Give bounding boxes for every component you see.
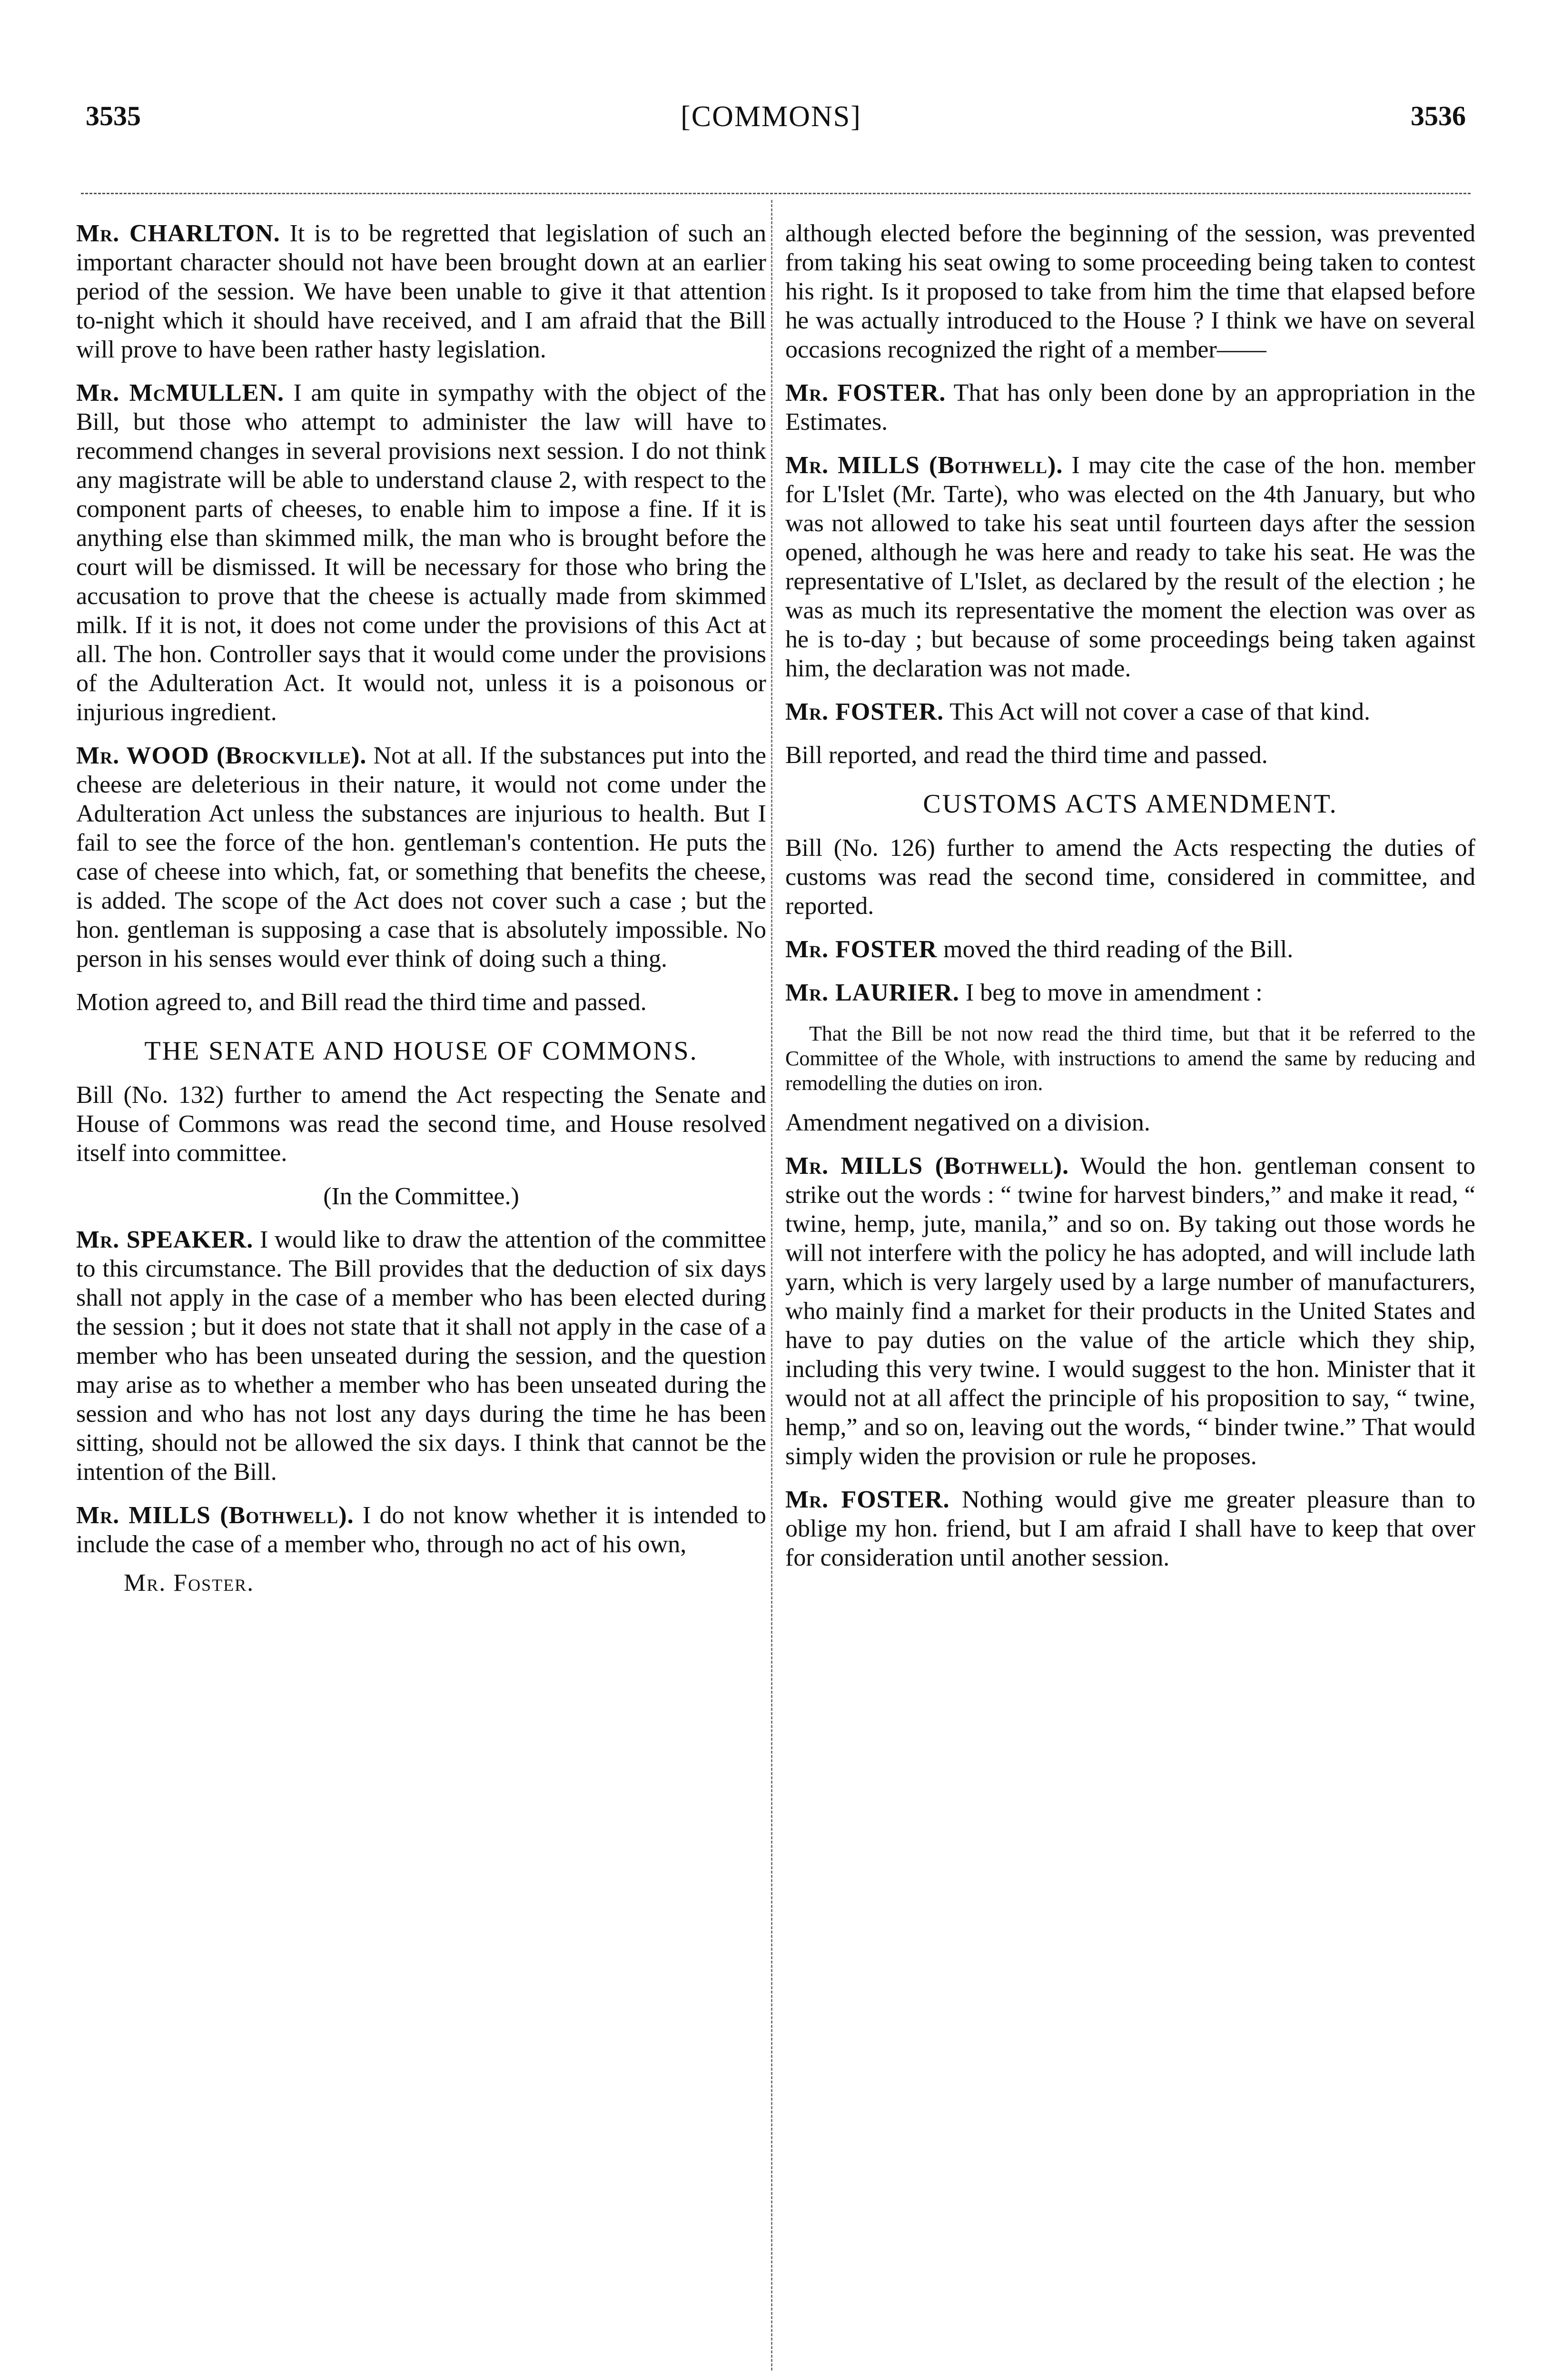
- speech-foster: [785, 697, 1475, 726]
- speech-foster: [785, 378, 1475, 436]
- speaker-name: Mr. CHARLTON.: [76, 220, 280, 247]
- page-number-left: 3535: [86, 100, 141, 131]
- section-heading-senate: THE SENATE AND HOUSE OF COMMONS.: [144, 1036, 698, 1066]
- page-header: [0, 100, 1542, 138]
- speaker-name: Mr. FOSTER.: [785, 1486, 950, 1513]
- speech-text: It is to be regretted that legislation of such an important character should not have been brought down at an earlier period of the session. We have been unable to give it that attention to-night which it should have received, and I am afraid that the Bill will prove to have been rather hasty legislation.: [76, 220, 767, 363]
- speech-mills: [785, 1151, 1475, 1471]
- speech-text: I am quite in sympathy with the object of the Bill, but those who attempt to administer the law will have to recommend changes in several provisions next session. I do not think any magistrate will be able to understand clause 2, with respect to the component parts of cheeses, to enable him to impose a fine. If it is anything else than skimmed milk, the man who is brought before the court will be dismissed. It will be necessary for those who bring the accusation to prove that the cheese is actually made from skimmed milk. If it is not, it does not come under the provisions of this Act at all. The hon. Controller says that it would come under the provisions of the Adulteration Act. It would not, unless it is a poisonous or injurious ingredient.: [76, 379, 766, 726]
- speech-foster-motion: [785, 935, 1475, 964]
- speaker-name: Mr. MILLS (Bothwell).: [76, 1502, 354, 1529]
- section-heading-customs: CUSTOMS ACTS AMENDMENT.: [923, 789, 1338, 819]
- speech-text: Would the hon. gentleman consent to strike out the words : “ twine for harvest binders,” and make it read, “ twine, hemp, jute, manila,” and so on. By taking out those words he will not interfere with the policy he has adopted, and will include lath yarn, which is very largely used by a large number of manufacturers, who mainly find a market for their products in the United States and have to pay duties on the value of the article which they ship, including this very twine. I would suggest to the hon. Minister that it would not at all affect the principle of his proposition to say, “ twine, hemp,” and so on, leaving out the words, “ binder twine.” That would simply widen the provision or rule he proposes.: [785, 1152, 1475, 1470]
- speech-wood: [76, 741, 766, 973]
- speaker-name: Mr. FOSTER: [785, 936, 938, 963]
- speech-text: moved the third reading of the Bill.: [943, 936, 1294, 963]
- speech-text: I may cite the case of the hon. member for L'Islet (Mr. Tarte), who was elected on the 4th January, but who was not allowed to take his seat until fourteen days after the session opened, although he was here and ready to take his seat. He was the representative of L'Islet, as declared by the result of the election ; he was as much its representative the moment the election was over as he is to-day ; but because of some proceedings being taken against him, the declaration was not made.: [785, 452, 1475, 682]
- speech-text: That has only been done by an appropriation in the Estimates.: [785, 379, 1476, 436]
- speech-foster: [785, 1485, 1475, 1572]
- catchword: Mr. Foster.: [124, 1569, 255, 1597]
- right-column: [785, 219, 1475, 1587]
- bill-reported: Bill reported, and read the third time and passed.: [785, 742, 1268, 769]
- running-head: [COMMONS]: [681, 100, 861, 133]
- speaker-name: Mr. MILLS (Bothwell).: [785, 452, 1063, 479]
- speech-text: Nothing would give me greater pleasure than to oblige my hon. friend, but I am afraid I shall have to keep that over for consideration until another session.: [785, 1486, 1476, 1571]
- speech-text: Not at all. If the substances put into the cheese are deleterious in their nature, it would not come under the Adulteration Act unless the substances are injurious to health. But I fail to see the force of the hon. gentleman's contention. He puts the case of cheese into which, fat, or something that benefits the cheese, is added. The scope of the Act does not cover such a case ; but the hon. gentleman is supposing a case that is absolutely impossible. No person in his senses would ever think of doing such a thing.: [76, 742, 767, 972]
- speaker-name: Mr. McMULLEN.: [76, 379, 284, 407]
- speaker-name: Mr. WOOD (Brockville).: [76, 742, 367, 769]
- page-number-right: 3536: [1411, 100, 1466, 131]
- speaker-name: Mr. FOSTER.: [785, 379, 946, 407]
- amendment-negatived: Amendment negatived on a division.: [785, 1109, 1150, 1136]
- speaker-name: Mr. SPEAKER.: [76, 1226, 254, 1253]
- speech-text: This Act will not cover a case of that kind.: [949, 698, 1370, 725]
- speech-text: I beg to move in amendment :: [965, 979, 1263, 1006]
- speech-speaker: [76, 1225, 766, 1487]
- amendment-quote: That the Bill be not now read the third time, but that it be referred to the Committee of the Whole, with instructions to amend the same by reducing and remodelling the duties on iron.: [785, 1022, 1475, 1095]
- speaker-name: Mr. MILLS (Bothwell).: [785, 1152, 1069, 1180]
- speech-mills: [76, 1501, 766, 1559]
- bill-132-reading: Bill (No. 132) further to amend the Act respecting the Senate and House of Commons was read the second time, and House resolved itself into committee.: [76, 1081, 766, 1167]
- bill-126-reading: Bill (No. 126) further to amend the Acts respecting the duties of customs was read the second time, considered in committee, and reported.: [785, 834, 1475, 920]
- speech-text: I would like to draw the attention of the committee to this circumstance. The Bill provides that the deduction of six days shall not apply in the case of a member who has been elected during the session ; but it does not state that it shall not apply in the case of a member who has been unseated during the session, and the question may arise as to whether a member who has been unseated during the session and who has not lost any days during the time he has been sitting, should not be allowed the six days. I think that cannot be the intention of the Bill.: [76, 1226, 767, 1486]
- speech-mcmullen: [76, 378, 766, 727]
- left-column: [76, 219, 766, 1597]
- speaker-name: Mr. LAURIER.: [785, 979, 959, 1006]
- speech-text: I do not know whether it is intended to include the case of a member who, through no act of his own,: [76, 1502, 766, 1558]
- header-rule: [81, 193, 1471, 194]
- speech-charlton: [76, 219, 766, 364]
- speaker-name: Mr. FOSTER.: [785, 698, 944, 725]
- column-divider: [771, 200, 772, 2370]
- speech-mills-continued: although elected before the beginning of the session, was prevented from taking his seat owing to some proceeding being taken to contest his right. Is it proposed to take from him the time that elapsed before he was actually introduced to the House ? I think we have on several occasions recognized the right of a member——: [785, 220, 1475, 363]
- committee-note: (In the Committee.): [323, 1183, 519, 1210]
- speech-mills: [785, 451, 1475, 683]
- motion-agreed: Motion agreed to, and Bill read the third time and passed.: [76, 989, 647, 1016]
- speech-laurier: [785, 978, 1475, 1007]
